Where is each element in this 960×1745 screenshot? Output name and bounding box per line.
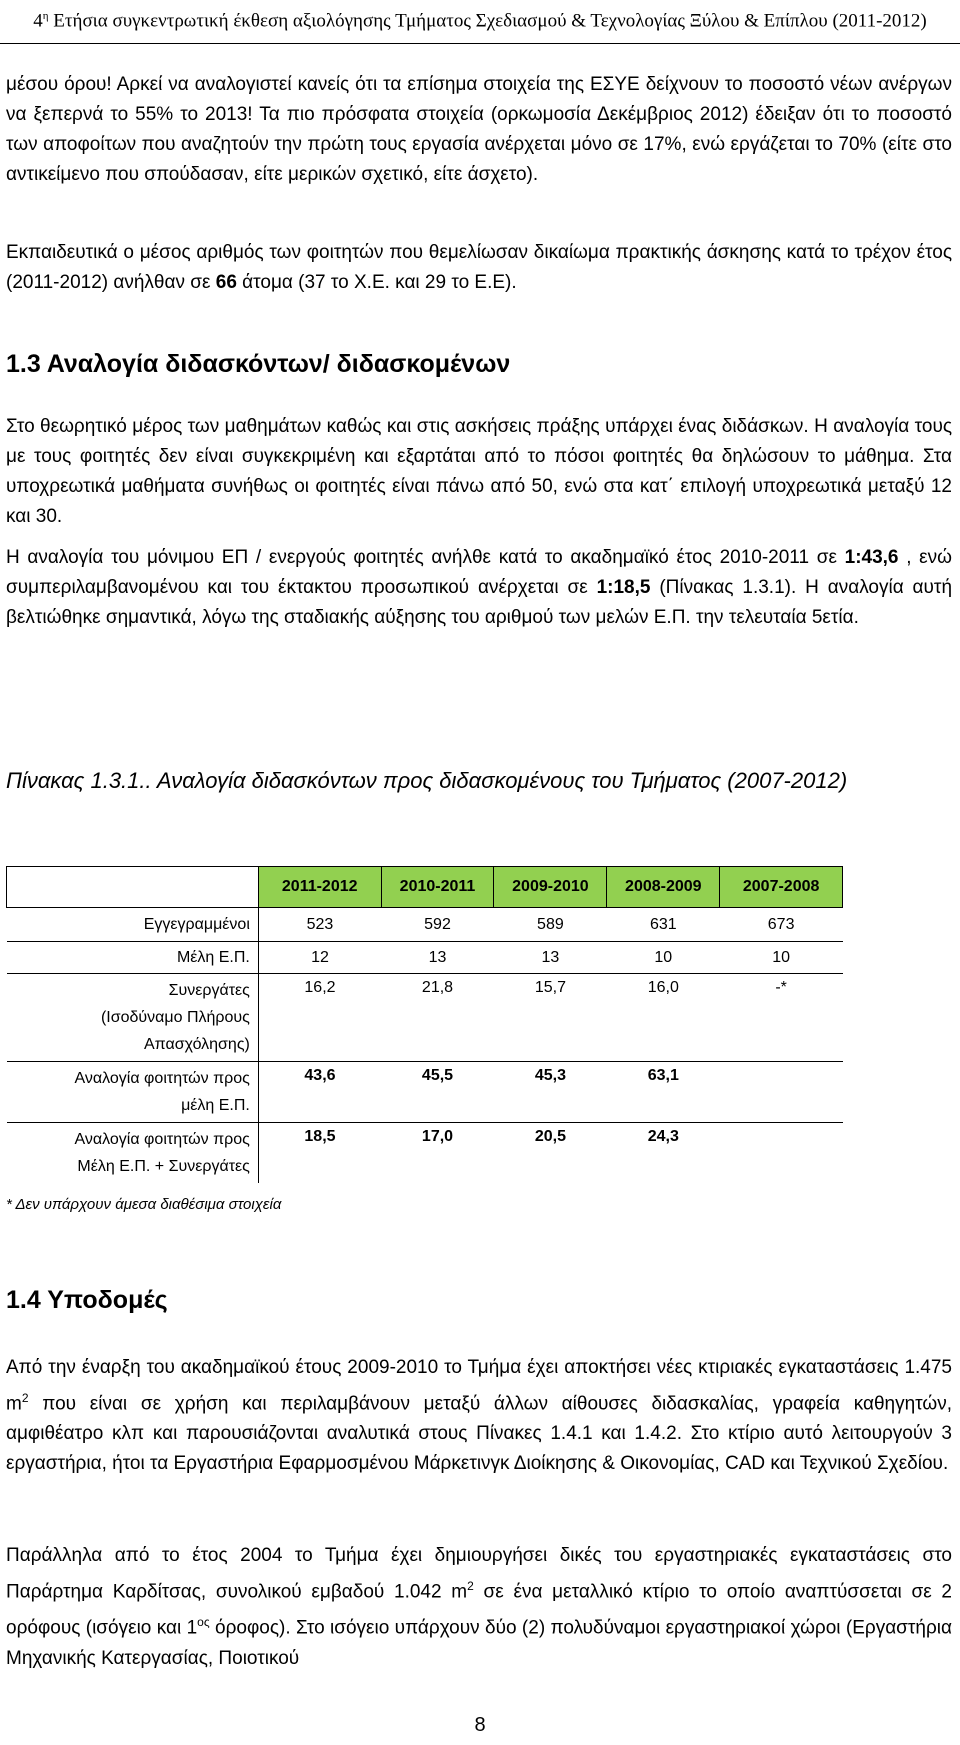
paragraph-karditsa bbox=[6, 1541, 952, 1674]
row-label-line: Συνεργάτες bbox=[168, 982, 250, 999]
paragraph-teaching-ratio: Στο θεωρητικό μέρος των μαθημάτων καθώς και στις ασκήσεις πράξης υπάρχει ένας διδάσκων. Η αναλογία τους με τους φοιτητές δεν είναι συγκεκριμένη και εξαρτάται από το πόσοι φοιτητές θα δηλώσουν το μάθημα. Στα υποχρεωτικά μαθήματα συνήθως οι φοιτητές είναι πάνω από 50, ενώ στα κατ΄ επιλογή υποχρεωτικά μεταξύ 12 και 30. bbox=[6, 416, 952, 527]
row-label-line: Αναλογία φοιτητών προς bbox=[74, 1070, 250, 1087]
row-label bbox=[7, 942, 259, 974]
header-ordinal-suffix: η bbox=[42, 10, 49, 22]
row-label-line: Αναλογία φοιτητών προς bbox=[74, 1131, 250, 1148]
paragraph-internship-text-a: Εκπαιδευτικά ο μέσος αριθμός των φοιτητών που θεμελίωσαν δικαίωμα πρακτικής άσκησης κατά το τρέχον έτος (2011-2012) ανήλθαν σε bbox=[6, 242, 952, 293]
table-cell: 592 bbox=[381, 908, 494, 942]
internship-count: 66 bbox=[215, 272, 237, 293]
ratio-with-associates: 1:18,5 bbox=[596, 577, 651, 598]
table-cell: 45,3 bbox=[494, 1062, 607, 1123]
paragraph-unemployment: μέσου όρου! Αρκεί να αναλογιστεί κανείς ότι τα επίσημα στοιχεία της ΕΣΥΕ δείχνουν το ποσοστό νέων ανέργων να ξεπερνά το 55% το 2013! Τα πιο πρόσφατα στοιχεία (ορκωμοσία Δεκέμβριος 2012) έδειξαν ότι το ποσοστό των αποφοίτων που αναζητούν την πρώτη τους εργασία ανέρχεται μόνο σε 17%, ενώ εργάζεται το 70% (είτε στο αντικείμενο που σπούδασαν, είτε μερικών σχετικό, είτε άσχετο). bbox=[6, 74, 952, 185]
table-cell: 673 bbox=[720, 908, 843, 942]
table-cell: 20,5 bbox=[494, 1123, 607, 1184]
superscript: ος bbox=[197, 1615, 210, 1630]
table-cell: 16,2 bbox=[258, 974, 381, 1062]
section-heading-1-3: 1.3 Αναλογία διδασκόντων/ διδασκομένων bbox=[6, 350, 511, 378]
table-cell: 13 bbox=[381, 942, 494, 974]
table-row bbox=[7, 974, 843, 1062]
section-heading-1-4: 1.4 Υποδομές bbox=[6, 1286, 168, 1314]
table-header-year: 2007-2008 bbox=[720, 867, 843, 908]
paragraph-facilities-text-b: που είναι σε χρήση και περιλαμβάνουν μεταξύ άλλων αίθουσες διδασκαλίας, γραφεία καθηγητών, αμφιθέατρο κλπ και παρουσιάζονται αναλυτικά στους Πίνακες 1.4.1 και 1.4.2. Στο κτίριο αυτό λειτουργούν 3 εργαστήρια, ήτοι τα Εργαστήρια Εφαρμοσμένου Μάρκετινγκ Διοίκησης & Οικονομίας, CAD και Τεχνικού Σχεδίου. bbox=[6, 1393, 952, 1475]
row-label-line: Απασχόλησης) bbox=[143, 1036, 250, 1053]
header-ordinal: 4 bbox=[33, 10, 43, 32]
table-row bbox=[7, 942, 843, 974]
table-header-year: 2009-2010 bbox=[494, 867, 607, 908]
table-header-empty-cell bbox=[7, 867, 259, 908]
table-row bbox=[7, 908, 843, 942]
table-cell: 589 bbox=[494, 908, 607, 942]
page-number: 8 bbox=[474, 1714, 486, 1736]
header-title: Ετήσια συγκεντρωτική έκθεση αξιολόγησης Τμήματος Σχεδιασμού & Τεχνολογίας Ξύλου & Επίπλου (2011-2012) bbox=[53, 10, 927, 32]
table-cell: 18,5 bbox=[258, 1123, 381, 1184]
row-label-line: (Ισοδύναμο Πλήρους bbox=[100, 1009, 250, 1026]
table-cell bbox=[720, 1123, 843, 1184]
table-row bbox=[7, 1123, 843, 1184]
table-header-year: 2010-2011 bbox=[381, 867, 494, 908]
table-cell: 24,3 bbox=[607, 1123, 720, 1184]
running-header bbox=[0, 0, 960, 44]
table-header-row bbox=[7, 867, 843, 908]
table-footnote: * Δεν υπάρχουν άμεσα διαθέσιμα στοιχεία bbox=[6, 1196, 282, 1213]
row-label bbox=[7, 908, 259, 942]
paragraph-karditsa-text-a: Παράλληλα από το έτος 2004 το Τμήμα έχει δημιουργήσει δικές του εργαστηριακές εγκαταστάσεις στο Παράρτημα Καρδίτσας, συνολικού εμβαδού 1.042 m bbox=[6, 1545, 952, 1603]
paragraph-staff-ratio bbox=[6, 543, 952, 633]
paragraph-karditsa-text-c: όροφος). Στο ισόγειο υπάρχουν δύο (2) πολυδύναμοι εργαστηριακοί χώροι (Εργαστήρια Μηχανικής Κατεργασίας, Ποιοτικού bbox=[6, 1617, 952, 1669]
superscript: 2 bbox=[467, 1579, 474, 1593]
table-cell: 523 bbox=[258, 908, 381, 942]
table-cell: 16,0 bbox=[607, 974, 720, 1062]
row-label bbox=[7, 974, 259, 1062]
superscript: 2 bbox=[21, 1391, 29, 1405]
row-label-line: Μέλη Ε.Π. bbox=[176, 949, 250, 966]
table-cell: 13 bbox=[494, 942, 607, 974]
row-label bbox=[7, 1062, 259, 1123]
table-cell: -* bbox=[720, 974, 843, 1062]
row-label-line: μέλη Ε.Π. bbox=[181, 1097, 250, 1114]
paragraph-internship-text-b: άτομα (37 το Χ.Ε. και 29 το Ε.Ε). bbox=[236, 272, 517, 293]
table-cell: 17,0 bbox=[381, 1123, 494, 1184]
table-cell: 10 bbox=[720, 942, 843, 974]
table-cell: 12 bbox=[258, 942, 381, 974]
table-cell: 10 bbox=[607, 942, 720, 974]
row-label-line: Εγγεγραμμένοι bbox=[143, 916, 250, 933]
paragraph-staff-ratio-text-b: , ενώ συμπεριλαμβανομένου και του έκτακτου προσωπικού ανέρχεται σε bbox=[6, 547, 952, 598]
row-label-line: Μέλη Ε.Π. + Συνεργάτες bbox=[77, 1158, 250, 1175]
paragraph-internship bbox=[6, 238, 952, 298]
paragraph-staff-ratio-text-a: Η αναλογία του μόνιμου ΕΠ / ενεργούς φοιτητές ανήλθε κατά το ακαδημαϊκό έτος 2010-2011 σε bbox=[6, 547, 845, 568]
table-cell: 15,7 bbox=[494, 974, 607, 1062]
row-label bbox=[7, 1123, 259, 1184]
table-cell bbox=[720, 1062, 843, 1123]
paragraph-facilities bbox=[6, 1353, 952, 1479]
table-cell: 43,6 bbox=[258, 1062, 381, 1123]
table-cell: 21,8 bbox=[381, 974, 494, 1062]
ratio-permanent: 1:43,6 bbox=[844, 547, 899, 568]
table-row bbox=[7, 1062, 843, 1123]
table-header-year: 2011-2012 bbox=[258, 867, 381, 908]
table-cell: 45,5 bbox=[381, 1062, 494, 1123]
table-header-year: 2008-2009 bbox=[607, 867, 720, 908]
paragraph-staff-ratio-text-c: (Πίνακας 1.3.1). Η αναλογία αυτή βελτιώθηκε σημαντικά, λόγω της σταδιακής αύξησης του αριθμού των μελών Ε.Π. την τελευταία 5ετία. bbox=[6, 577, 953, 628]
table-cell: 63,1 bbox=[607, 1062, 720, 1123]
table-cell: 631 bbox=[607, 908, 720, 942]
ratio-table bbox=[6, 866, 843, 1183]
paragraph-karditsa-text-b: σε ένα μεταλλικό κτίριο το οποίο αναπτύσσεται σε 2 ορόφους (ισόγειο και 1 bbox=[6, 1581, 953, 1639]
table-caption: Πίνακας 1.3.1.. Αναλογία διδασκόντων προς διδασκομένους του Τμήματος (2007-2012) bbox=[6, 768, 848, 793]
paragraph-facilities-text-a: Από την έναρξη του ακαδημαϊκού έτους 2009-2010 το Τμήμα έχει αποκτήσει νέες κτιριακές εγκαταστάσεις 1.475 m bbox=[6, 1357, 952, 1415]
